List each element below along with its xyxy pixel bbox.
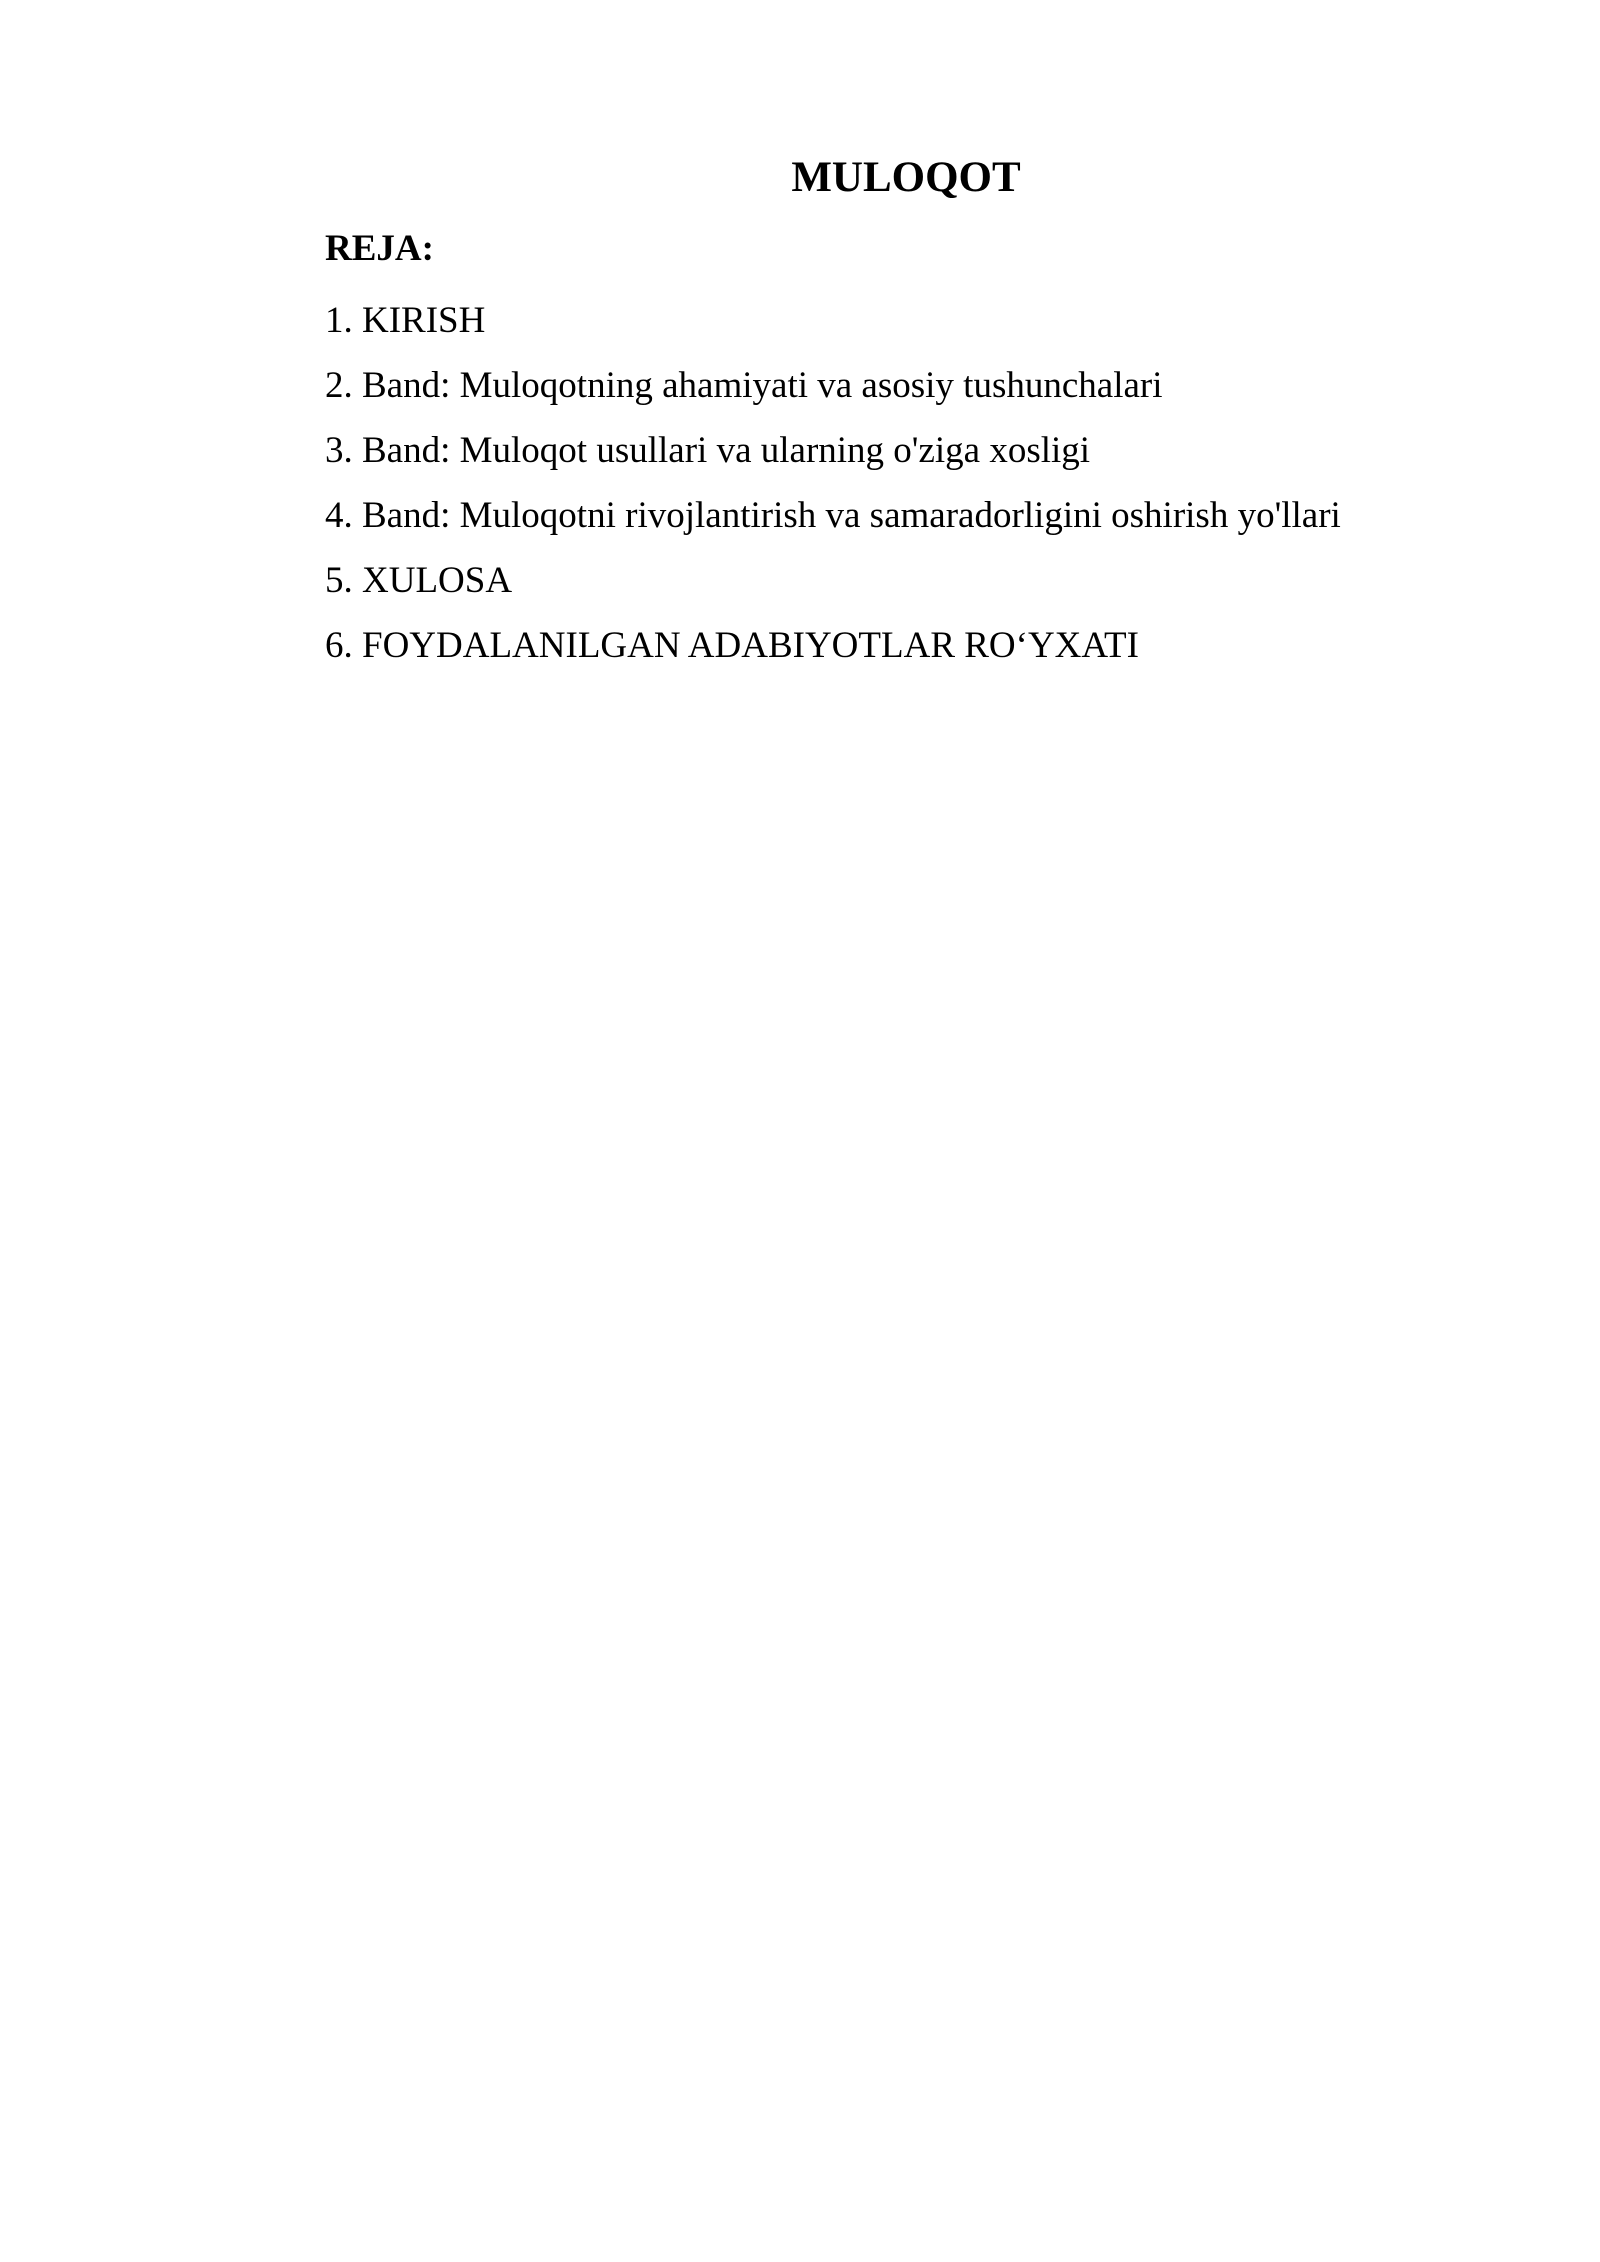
plan-item-section-3: 4. Band: Muloqotni rivojlantirish va samaradorligini oshirish yo'llari (325, 495, 1341, 536)
plan-list (325, 288, 1341, 678)
plan-item-conclusion: 5. XULOSA (325, 560, 513, 601)
plan-item-introduction: 1. KIRISH (325, 300, 486, 341)
plan-item-section-2: 3. Band: Muloqot usullari va ularning o'ziga xosligi (325, 430, 1091, 471)
plan-heading: REJA: (325, 228, 434, 269)
plan-item-section-1: 2. Band: Muloqotning ahamiyati va asosiy tushunchalari (325, 365, 1163, 406)
plan-item-references: 6. FOYDALANILGAN ADABIYOTLAR RO‘YXATI (325, 625, 1139, 666)
document-title: MULOQOT (791, 154, 1021, 201)
